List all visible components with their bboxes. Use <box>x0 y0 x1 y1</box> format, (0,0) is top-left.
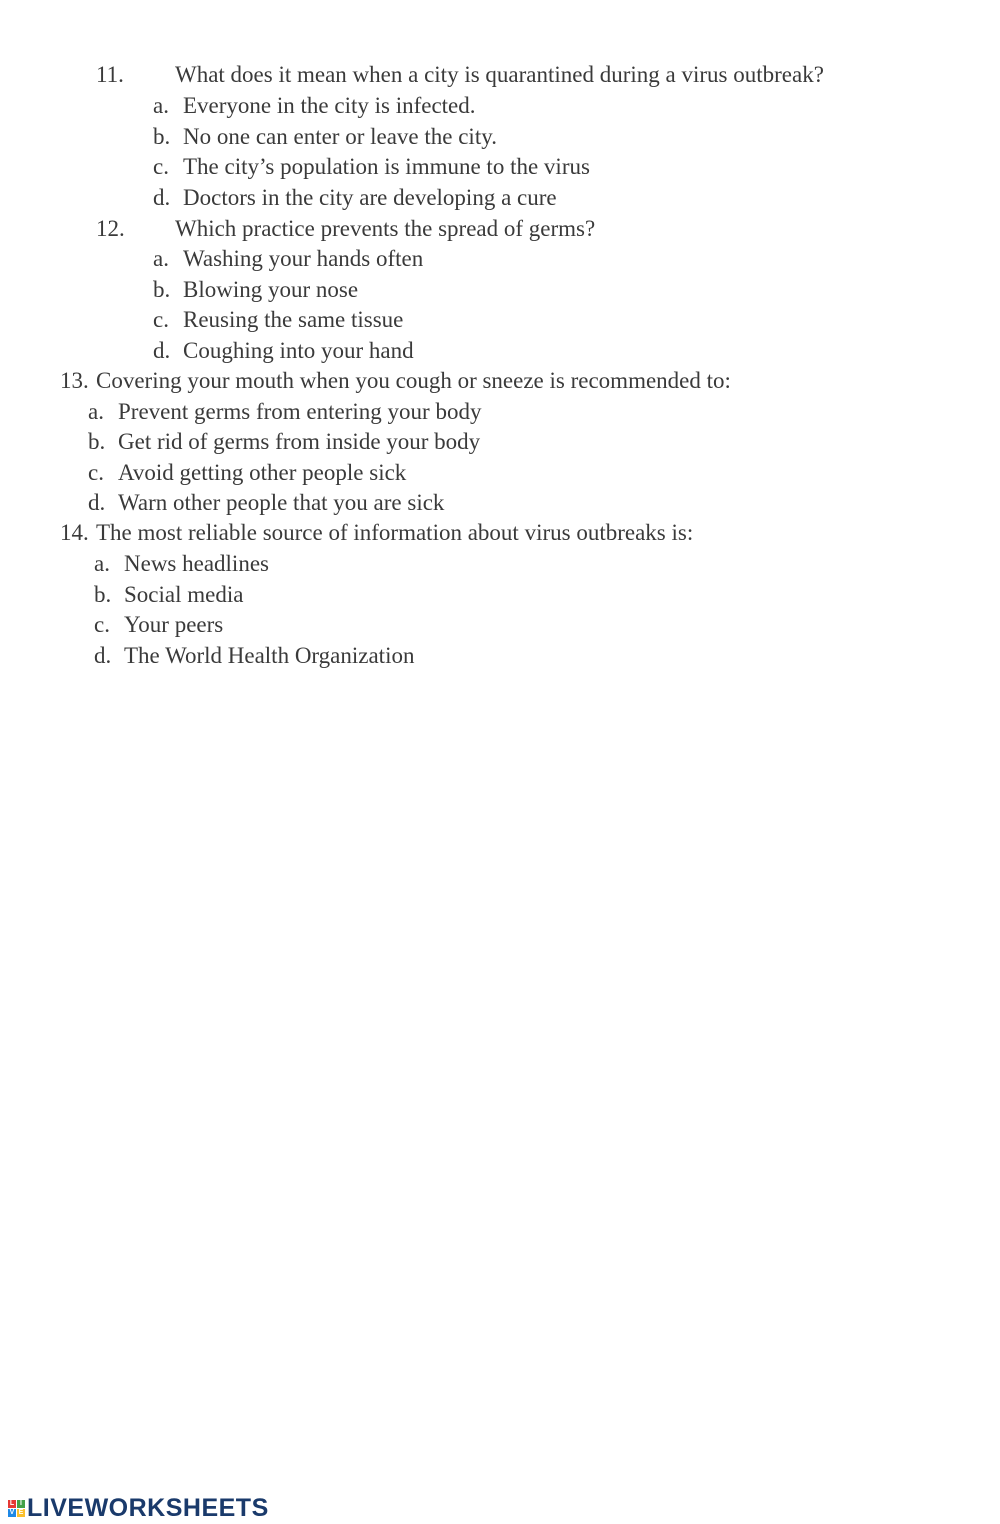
question-14-option-b-letter: b. <box>94 582 112 607</box>
question-14-option-a: News headlines <box>124 551 269 576</box>
logo-cell-l: L <box>9 1499 15 1507</box>
question-13-option-d: Warn other people that you are sick <box>118 490 445 515</box>
question-12-option-a: Washing your hands often <box>183 246 424 271</box>
logo-text: LIVEWORKSHEETS <box>27 1494 269 1522</box>
question-12-option-b: Blowing your nose <box>183 277 359 302</box>
question-12-option-c: Reusing the same tissue <box>183 307 404 332</box>
question-11-option-c: The city’s population is immune to the virus <box>183 154 590 179</box>
question-11-option-b-letter: b. <box>153 124 171 149</box>
question-13-option-b: Get rid of germs from inside your body <box>118 429 481 454</box>
question-11-option-c-letter: c. <box>153 154 169 179</box>
logo-cell-i: I <box>17 1500 25 1508</box>
question-13-number: 13. <box>60 368 89 393</box>
question-13-option-c-letter: c. <box>88 460 104 485</box>
question-11-option-d-letter: d. <box>153 185 171 210</box>
question-11-option-a: Everyone in the city is infected. <box>183 93 476 118</box>
question-14-text: The most reliable source of information about virus outbreaks is: <box>96 520 694 545</box>
question-11-option-d: Doctors in the city are developing a cure <box>183 185 557 210</box>
question-12-option-b-letter: b. <box>153 277 171 302</box>
question-12-option-d-letter: d. <box>153 338 171 363</box>
question-13-option-d-letter: d. <box>88 490 106 515</box>
question-12-text: Which practice prevents the spread of germs? <box>175 216 596 241</box>
logo-grid-icon <box>8 1500 25 1517</box>
question-11-number: 11. <box>96 62 124 87</box>
question-13-option-a: Prevent germs from entering your body <box>118 399 482 424</box>
question-11-option-a-letter: a. <box>153 93 169 118</box>
question-11-text: What does it mean when a city is quarantined during a virus outbreak? <box>175 62 824 87</box>
question-13-option-c: Avoid getting other people sick <box>118 460 407 485</box>
question-14-option-b: Social media <box>124 582 244 607</box>
question-12-option-c-letter: c. <box>153 307 169 332</box>
liveworksheets-logo <box>8 1494 269 1522</box>
question-11-option-b: No one can enter or leave the city. <box>183 124 497 149</box>
question-12-option-d: Coughing into your hand <box>183 338 414 363</box>
logo-cell-e: E <box>18 1508 24 1516</box>
question-13-text: Covering your mouth when you cough or sneeze is recommended to: <box>96 368 731 393</box>
logo-cell-v: V <box>9 1508 15 1516</box>
question-12-number: 12. <box>96 216 125 241</box>
question-13-option-b-letter: b. <box>88 429 106 454</box>
question-14-option-d-letter: d. <box>94 643 112 668</box>
question-14-option-a-letter: a. <box>94 551 110 576</box>
question-14-option-d: The World Health Organization <box>124 643 415 668</box>
question-14-option-c: Your peers <box>124 612 224 637</box>
question-14-option-c-letter: c. <box>94 612 110 637</box>
question-14-number: 14. <box>60 520 89 545</box>
question-13-option-a-letter: a. <box>88 399 104 424</box>
question-12-option-a-letter: a. <box>153 246 169 271</box>
